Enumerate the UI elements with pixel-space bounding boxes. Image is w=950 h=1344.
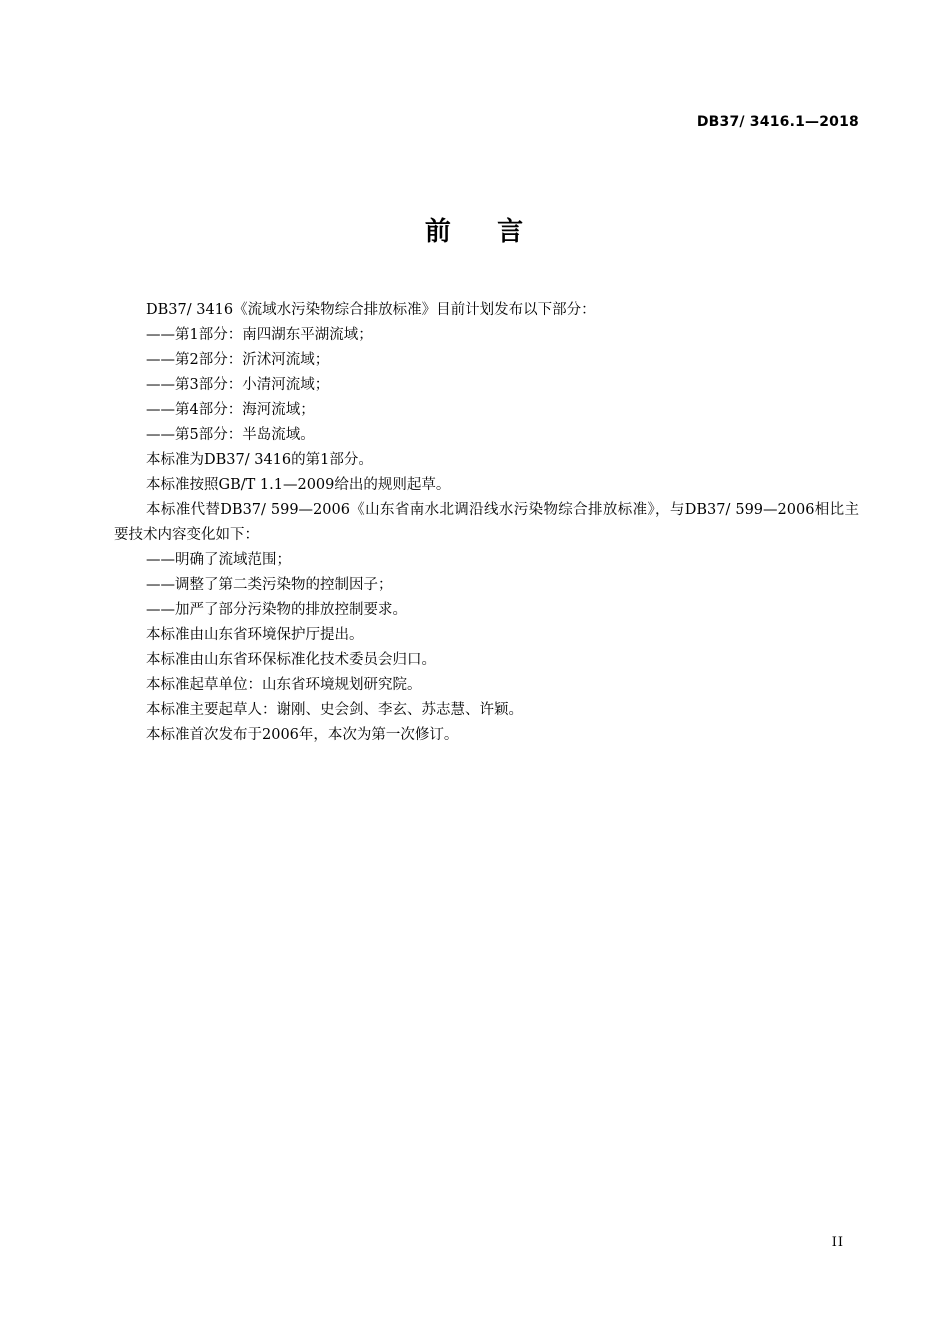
list-item-part-4: ——第4部分：海河流域； [146, 402, 315, 418]
foreword-body [114, 298, 859, 748]
paragraph-proposed-by: 本标准由山东省环境保护厅提出。 [146, 627, 364, 643]
list-item-change-3: ——加严了部分污染物的排放控制要求。 [146, 602, 407, 618]
paragraph-this-part: 本标准为DB37/ 3416的第1部分。 [146, 452, 373, 468]
list-item-part-2: ——第2部分：沂沭河流域； [146, 352, 330, 368]
list-item-change-2: ——调整了第二类污染物的控制因子； [146, 577, 393, 593]
paragraph-centralized-by: 本标准由山东省环保标准化技术委员会归口。 [146, 652, 436, 668]
list-item-part-3: ——第3部分：小清河流域； [146, 377, 330, 393]
page-title: 前 言 [424, 217, 526, 247]
paragraph-release-history: 本标准首次发布于2006年，本次为第一次修订。 [146, 727, 459, 743]
list-item-change-1: ——明确了流域范围； [146, 552, 291, 568]
paragraph-drafters: 本标准主要起草人：谢刚、史会剑、李玄、苏志慧、许颖。 [146, 702, 523, 718]
paragraph-drafting-rules: 本标准按照GB/T 1.1—2009给出的规则起草。 [146, 477, 451, 493]
paragraph-parts-intro: DB37/ 3416《流域水污染物综合排放标准》目前计划发布以下部分： [146, 302, 596, 318]
page-number: II [831, 1235, 844, 1250]
list-item-part-1: ——第1部分：南四湖东平湖流域； [146, 327, 373, 343]
document-code: DB37/ 3416.1—2018 [696, 114, 859, 130]
paragraph-drafting-unit: 本标准起草单位：山东省环境规划研究院。 [146, 677, 422, 693]
paragraph-replaces: 本标准代替DB37/ 599—2006《山东省南水北调沿线水污染物综合排放标准》，与DB37/ 599—2006相比主要技术内容变化如下： [114, 502, 859, 543]
list-item-part-5: ——第5部分：半岛流域。 [146, 427, 315, 443]
